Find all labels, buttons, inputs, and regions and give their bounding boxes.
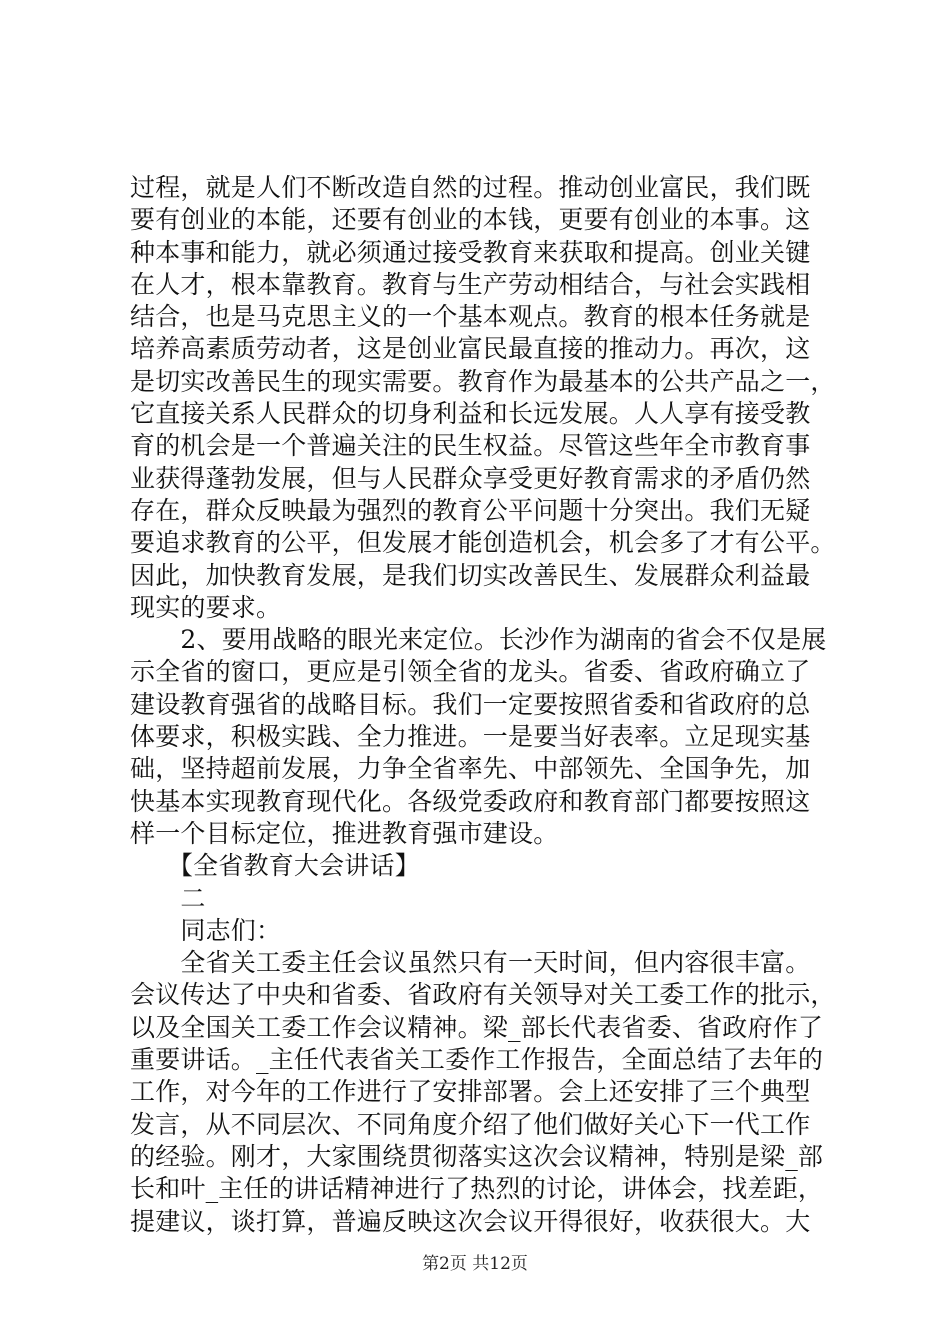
text-line: 是切实改善民生的现实需要。教育作为最基本的公共产品之一， [130,366,836,396]
text-line: 提建议，谈打算，普遍反映这次会议开得很好，收获很大。大 [130,1206,811,1236]
text-line: 同志们： [130,915,282,945]
text-line: 重要讲话。_主任代表省关工委作工作报告，全面总结了去年的 [130,1045,824,1075]
text-line: 全省关工委主任会议虽然只有一天时间，但内容很丰富。 [130,948,811,978]
text-line: 过程，就是人们不断改造自然的过程。推动创业富民，我们既 [130,173,811,202]
text-line: 工作，对今年的工作进行了安排部署。会上还安排了三个典型 [130,1077,811,1107]
text-line: 培养高素质劳动者，这是创业富民最直接的推动力。再次，这 [130,334,811,364]
text-line: 育的机会是一个普遍关注的民生权益。尽管这些年全市教育事 [130,431,811,461]
text-line: 业获得蓬勃发展，但与人民群众享受更好教育需求的矛盾仍然 [130,463,811,493]
text-line: 建设教育强省的战略目标。我们一定要按照省委和省政府的总 [130,689,811,719]
text-line: 在人才，根本靠教育。教育与生产劳动相结合，与社会实践相 [130,269,811,299]
text-line: 的经验。刚才，大家围绕贯彻落实这次会议精神，特别是梁_部 [130,1141,824,1171]
text-line: 础，坚持超前发展，力争全省率先、中部领先、全国争先，加 [130,754,811,784]
document-body [130,172,836,1238]
text-line: 结合，也是马克思主义的一个基本观点。教育的根本任务就是 [130,302,811,332]
text-line: 发言，从不同层次、不同角度介绍了他们做好关心下一代工作 [130,1109,811,1139]
text-line: 二 [130,883,206,913]
text-line: 样一个目标定位，推进教育强市建设。 [130,818,559,848]
text-line: 存在，群众反映最为强烈的教育公平问题十分突出。我们无疑 [130,495,811,525]
text-line: 快基本实现教育现代化。各级党委政府和教育部门都要按照这 [130,786,811,816]
text-line: 种本事和能力，就必须通过接受教育来获取和提高。创业关键 [130,237,811,267]
text-line: 2、要用战略的眼光来定位。长沙作为湖南的省会不仅是展 [130,625,827,655]
text-line: 要追求教育的公平，但发展才能创造机会，机会多了才有公平。 [130,528,836,558]
text-line: 以及全国关工委工作会议精神。梁_部长代表省委、省政府作了 [130,1012,824,1042]
page-number-footer: 第2页 共12页 [422,1254,528,1274]
text-line: 因此，加快教育发展，是我们切实改善民生、发展群众利益最 [130,560,811,590]
text-line: 它直接关系人民群众的切身利益和长远发展。人人享有接受教 [130,399,811,429]
text-line: 【全省教育大会讲话】 [130,851,420,881]
text-line: 现实的要求。 [130,592,282,622]
text-line: 要有创业的本能，还要有创业的本钱，更要有创业的本事。这 [130,205,811,235]
text-line: 体要求，积极实践、全力推进。一是要当好表率。立足现实基 [130,722,811,752]
text-line: 会议传达了中央和省委、省政府有关领导对关工委工作的批示， [130,980,836,1010]
text-line: 示全省的窗口，更应是引领全省的龙头。省委、省政府确立了 [130,657,811,687]
text-line: 长和叶_主任的讲话精神进行了热烈的讨论，讲体会，找差距， [130,1174,824,1204]
